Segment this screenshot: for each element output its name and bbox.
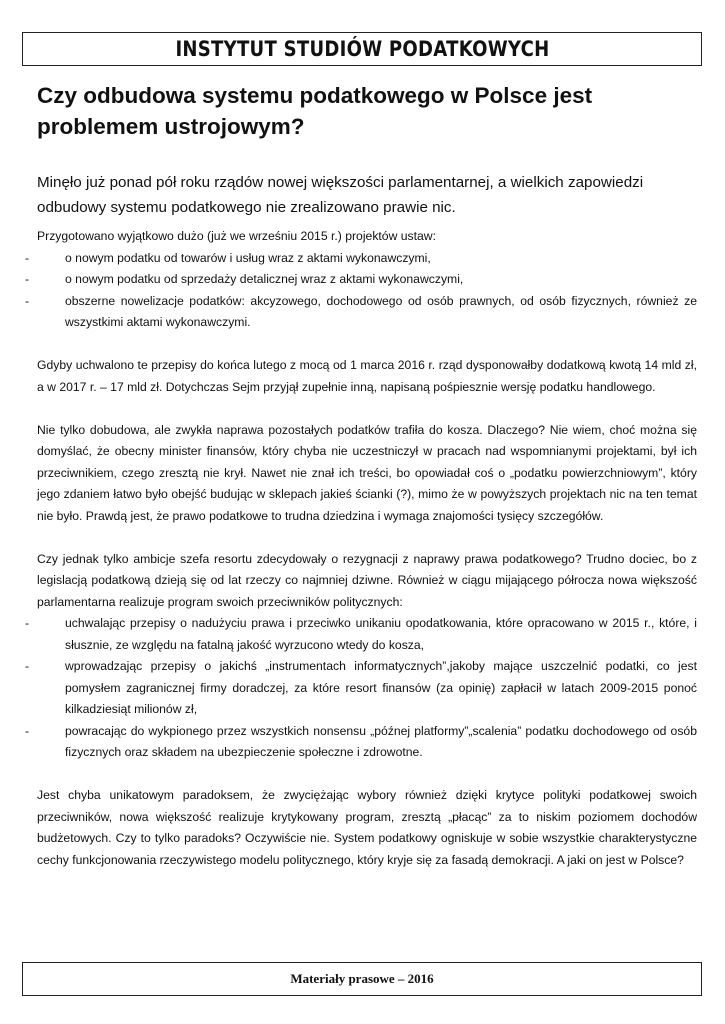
paragraph: Czy jednak tylko ambicje szefa resortu zdecydowały o rezygnacji z naprawy prawa podatkowego? Trudno dociec, bo z legislacją podatkową dzieją się od lat rzeczy co najmniej dziwne. Również w ciągu mijającego półrocza nowa większość parlamentarna realizuje program swoich przeciwników politycznych: <box>37 551 697 609</box>
list-item: - powracając do wykpionego przez wszystkich nonsensu „późnej platformy”„scalenia” podatku dochodowego od osób fizycznych oraz składem na ubezpieczenie społeczne i zdrowotne. <box>25 723 697 759</box>
article-body <box>25 226 697 871</box>
bill-list <box>25 248 697 334</box>
policy-list <box>25 613 697 764</box>
footer-text: Materiały prasowe – 2016 <box>290 971 434 986</box>
footer-box <box>22 962 702 996</box>
list-item: - o nowym podatku od sprzedaży detalicznej wraz z aktami wykonawczymi, <box>25 272 464 286</box>
paragraph: Nie tylko dobudowa, ale zwykła naprawa pozostałych podatków trafiła do kosza. Dlaczego? Nie wiem, choć można się domyślać, że obecny minister finansów, który chyba nie uczestniczył w pracach nad wspomnianymi projektami, był ich przeciwnikiem, czego zresztą nie krył. Nawet nie znał ich treści, bo opowiadał coś o „podatku powierzchniowym”, który jego zdaniem łatwo było obejść budując w sklepach jakieś ścianki (?), mimo że w powyższych projektach nic na ten temat nie było. Prawdą jest, że prawo podatkowe to trudna dziedzina i wymaga znajomości tysięcy szczegółów. <box>37 422 697 523</box>
list-item: - obszerne nowelizacje podatków: akcyzowego, dochodowego od osób prawnych, od osób fizycznych, również ze wszystkimi aktami wykonawczymi. <box>25 293 697 329</box>
list-item: - wprowadzając przepisy o jakichś „instrumentach informatycznych”,jakoby mające uszczelnić podatki, co jest pomysłem zagranicznej firmy doradczej, za które resort finansów (za opinię) zapłacił w latach 2009-2015 ponoć kilkadziesiąt milionów zł, <box>25 659 697 716</box>
header-box <box>22 32 702 66</box>
paragraph-intro: Przygotowano wyjątkowo dużo (już we wrześniu 2015 r.) projektów ustaw: <box>37 229 436 243</box>
paragraph: Gdyby uchwalono te przepisy do końca lutego z mocą od 1 marca 2016 r. rząd dysponowałby dodatkową kwotą 14 mld zł, a w 2017 r. – 17 mld zł. Dotychczas Sejm przyjął zupełnie inną, napisaną pośpiesznie wersję podatku handlowego. <box>37 358 697 394</box>
article-headline: Czy odbudowa systemu podatkowego w Polsce jest problemem ustrojowym? <box>37 83 593 139</box>
article-lead: Minęło już ponad pół roku rządów nowej większości parlamentarnej, a wielkich zapowiedzi odbudowy systemu podatkowego nie zrealizowano prawie nic. <box>37 174 644 216</box>
list-item: - uchwalając przepisy o nadużyciu prawa i przeciwko unikaniu opodatkowania, które opracowano w 2015 r., które, i słusznie, ze względu na fatalną jakość wyrzucono wtedy do kosza, <box>25 616 697 652</box>
institute-title: INSTYTUT STUDIÓW PODATKOWYCH <box>174 37 550 61</box>
paragraph: Jest chyba unikatowym paradoksem, że zwyciężając wybory również dzięki krytyce polityki podatkowej swoich przeciwników, nowa większość realizuje krytykowany program, zresztą „płacąc” za to niskim poziomem dochodów budżetowych. Czy to tylko paradoks? Oczywiście nie. System podatkowy ogniskuje w sobie wszystkie charakterystyczne cechy funkcjonowania rzeczywistego modelu politycznego, który kryje się za fasadą demokracji. A jaki on jest w Polsce? <box>37 788 697 867</box>
list-item: - o nowym podatku od towarów i usług wraz z aktami wykonawczymi, <box>25 250 431 265</box>
